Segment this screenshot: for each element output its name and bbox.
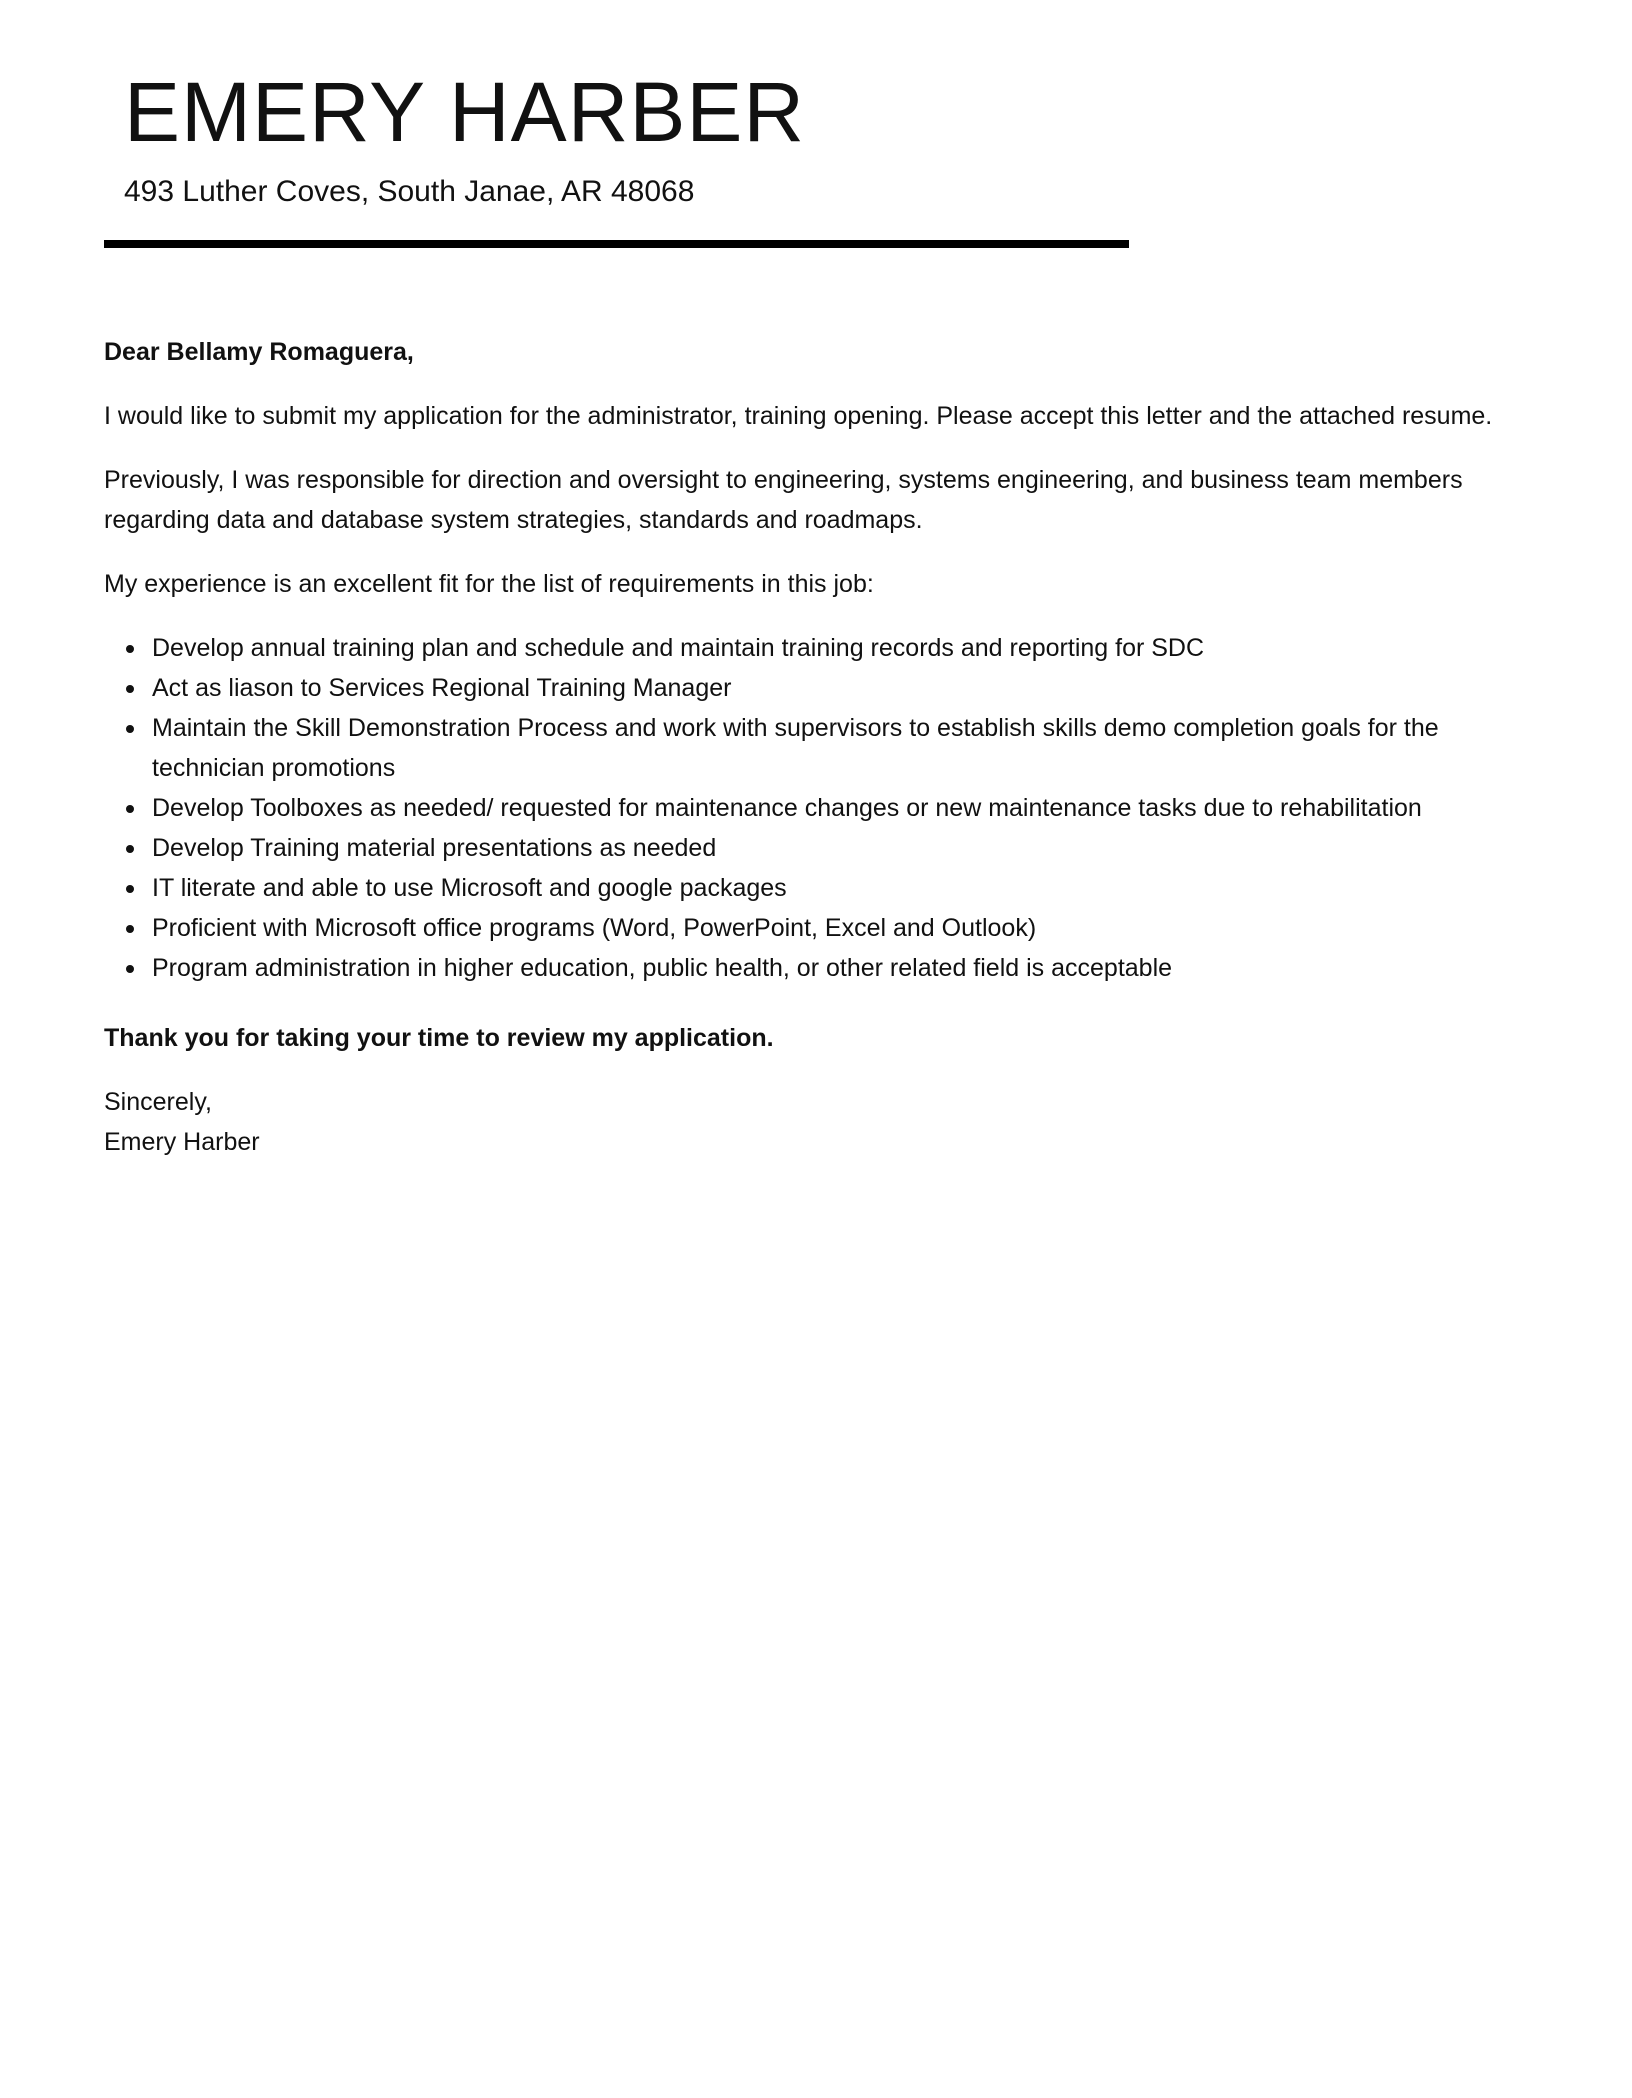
header-divider (104, 240, 1129, 248)
intro-paragraph: I would like to submit my application for the administrator, training opening. Please accept this letter and the attached resume. (104, 402, 1493, 430)
experience-paragraph: Previously, I was responsible for direction and oversight to engineering, systems engineering, and business team members regarding data and database system strategies, standards and roadmaps. (104, 466, 1463, 534)
requirement-item: Develop annual training plan and schedule and maintain training records and reporting for SDC (152, 628, 1524, 668)
requirement-item: IT literate and able to use Microsoft and google packages (152, 868, 1524, 908)
requirement-item: Proficient with Microsoft office programs (Word, PowerPoint, Excel and Outlook) (152, 908, 1524, 948)
letter-body (104, 332, 1524, 1162)
applicant-name: EMERY HARBER (124, 65, 806, 159)
requirements-list (104, 628, 1524, 988)
closing-line: Thank you for taking your time to review my application. (104, 1024, 774, 1052)
signature-name: Emery Harber (104, 1128, 260, 1156)
requirement-item: Maintain the Skill Demonstration Process and work with supervisors to establish skills demo completion goals for the technician promotions (152, 708, 1524, 788)
salutation: Dear Bellamy Romaguera, (104, 338, 414, 366)
applicant-address: 493 Luther Coves, South Janae, AR 48068 (124, 175, 695, 208)
requirement-item: Develop Toolboxes as needed/ requested for maintenance changes or new maintenance tasks due to rehabilitation (152, 788, 1524, 828)
letter-header (124, 65, 806, 210)
requirement-item: Program administration in higher education, public health, or other related field is acceptable (152, 948, 1524, 988)
fit-intro-paragraph: My experience is an excellent fit for the list of requirements in this job: (104, 570, 874, 598)
requirement-item: Develop Training material presentations as needed (152, 828, 1524, 868)
signoff: Sincerely, (104, 1088, 212, 1116)
requirement-item: Act as liason to Services Regional Training Manager (152, 668, 1524, 708)
